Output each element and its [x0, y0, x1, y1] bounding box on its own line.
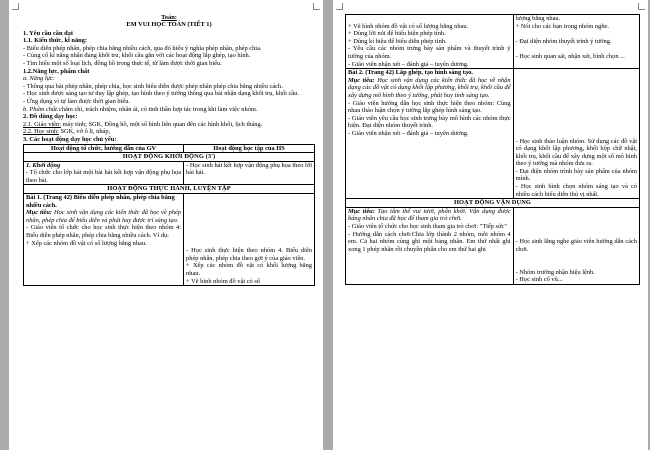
cell-text: + Vẽ hình nhóm đồ vật có số	[186, 277, 261, 285]
cell-text: - Học sinh thảo luận nhóm. Sử dụng các đồ vật có dạng khối lập phương, khối hộp chữ nhật, khối trụ, khối cầu để xây dựng một số mô hình theo ý tưởng mà nhóm đưa ra.	[515, 137, 637, 168]
subject-heading: Toán:	[161, 14, 177, 21]
inline-text: Học sinh vận dụng các kiến thức đã học về phép nhân, phép chia để biểu diễn và phát huy được trí sáng tạo.	[26, 209, 182, 224]
table-cell-hs	[184, 194, 315, 286]
cell-text: - Giáo viên tổ chức cho học sinh tham gia trò chơi: "Tiếp sức"	[348, 223, 507, 231]
table-header-row	[24, 144, 315, 153]
paragraph	[23, 106, 315, 114]
subsection-label: a. Năng lực:	[23, 75, 56, 83]
crop-mark	[313, 3, 320, 10]
activity-title: 1. Khởi động	[26, 161, 61, 169]
cell-text: - Đại diện nhóm thuyết trình ý tưởng.	[515, 37, 612, 45]
table-cell-gv	[24, 194, 184, 286]
table-row	[24, 194, 315, 286]
table-row	[346, 207, 640, 284]
inline-label: Mục tiêu:	[348, 76, 375, 84]
inline-label: Mục tiêu:	[26, 209, 53, 217]
document-page-2	[333, 0, 648, 450]
cell-text: - Học sinh hát kết hợp vận động phụ họa theo lời bài hát.	[186, 161, 312, 177]
section-heading: 1. Yêu cầu cần đạt	[23, 29, 74, 37]
subsection-heading: 1.1. Kiến thức, kĩ năng:	[23, 37, 88, 45]
cell-text	[26, 209, 181, 224]
table-section-row	[24, 185, 315, 194]
paragraph: - Củng cố kĩ năng nhân đang khối tru, khối cầu gắn với các hoạt động lắp ghép, tạo hình.	[23, 52, 251, 60]
paragraph	[23, 121, 315, 129]
activity-title: Bài 1. (Trang 42) Biểu diễn phép nhân, phép chia bằng nhiều cách.	[26, 194, 175, 209]
paragraph: - Tìm hiểu một số loại lịch, đồng hồ trong thực tế, từ làm được thời gian biểu.	[23, 59, 222, 67]
cell-text: - Học sinh lắng nghe giáo viên hướng dẫn cách chơi.	[515, 238, 637, 253]
table-cell-gv	[24, 161, 184, 185]
cell-text: + Dùng kí hiệu để biểu diễn phép tính.	[348, 37, 447, 45]
section-row-label: HOẠT ĐỘNG KHỞI ĐỘNG (3')	[24, 153, 315, 162]
cell-text: - Giáo viên tổ chức cho học sinh thực hiện theo nhóm 4: Biểu diễn phép nhân, phép chia bằng nhiều cách. Ví dụ:	[26, 224, 182, 240]
cell-text: - Học sinh cổ vũ...	[515, 276, 563, 284]
inline-label: b. Phẩm chất:	[23, 105, 60, 113]
cell-text: - Tổ chức cho lớp hát một bài hát kết hợp vận động phụ họa theo bài.	[26, 169, 182, 184]
cell-text: - Học sinh quan sát, nhận xét, bình chọn ...	[515, 52, 625, 60]
paragraph: - Ứng dụng vì tự làm được thời gian biểu.	[23, 97, 131, 105]
section-row-label: HOẠT ĐỘNG THỰC HÀNH, LUYỆN TẬP	[24, 185, 315, 194]
cell-text	[348, 208, 511, 223]
cell-text: - Đại diện nhóm trình bày sản phẩm của nhóm mình.	[515, 167, 637, 183]
table-section-row	[24, 153, 315, 162]
column-header: Hoạt động học tập của HS	[184, 144, 315, 153]
document-page-1	[9, 0, 323, 450]
cell-text: - Học sinh bình chọn nhóm sáng tạo và có nhiều cách biểu diễn thú vị nhất.	[515, 183, 637, 198]
crop-mark	[638, 3, 645, 10]
inline-label: 2.1. Giáo viên:	[23, 120, 61, 128]
cell-text: + Xếp các nhóm đồ vật có số lượng bằng nhau.	[26, 239, 147, 247]
cell-text: - Yêu cầu các nhóm trưng bày sản phẩm và thuyết trình ý tưởng của nhóm.	[348, 45, 511, 60]
paragraph: - Thông qua bài phép nhân, phép chia, học sinh biểu diễn được phép nhân phép chia bằng nhiều cách.	[23, 82, 283, 90]
paragraph: - Học sinh được sáng tạo tư duy lập ghép, tạo hình theo ý tưởng thông qua bài nhận dạng khối trụ, khối cầu.	[23, 90, 299, 98]
cell-text: + Vẽ hình nhóm đồ vật có số lượng bằng nhau.	[348, 22, 469, 30]
table-cell-gv	[346, 15, 514, 69]
table-cell-hs	[513, 15, 639, 69]
inline-text: SGK, vở ô li, nháp,	[58, 128, 111, 136]
table-row	[346, 15, 640, 69]
page-separator	[323, 0, 333, 450]
table-section-row	[346, 199, 640, 208]
lesson-activity-table	[23, 144, 315, 287]
inline-text: Tạo tâm thế vui tươi, phấn khởi. Vận dụng được bảng nhân chia đã học để tham gia trò chơi.	[348, 207, 511, 223]
lesson-activity-table-continued	[345, 14, 640, 285]
inline-label: Mục tiêu:	[348, 207, 375, 215]
cell-text: + Xếp các nhóm đồ vật có khối lượng bằng nhau.	[186, 262, 312, 277]
cell-text: - Giáo viên nhận xét – đánh giá – tuyên dương.	[348, 60, 469, 68]
cell-text: - Hướng dẫn cách chơi:Chia lớp thành 2 nhóm, mỗi nhóm 4 em. Cả hai nhóm cùng ghi một bảng nhân. Em thứ nhất ghi xong 1 phép nhân rồi chuyền phấn cho em thứ hai ghi	[348, 230, 511, 253]
table-row	[346, 69, 640, 199]
paragraph: - Biểu diễn phép nhân, phép chia bằng nhiều cách, qua đó hiểu ý nghĩa phép nhân, phép chia.	[23, 44, 262, 52]
inline-label: 2.2. Học sinh:	[23, 128, 59, 136]
table-cell-hs	[184, 161, 315, 185]
column-header: Hoạt động tổ chức, hướng dẫn của GV	[24, 144, 184, 153]
section-heading: 3. Các hoạt động dạy học chủ yếu:	[23, 135, 117, 143]
table-cell-hs	[513, 207, 639, 284]
subsection-heading: 1.2.Năng lực, phẩm chất	[23, 67, 90, 75]
crop-mark	[336, 3, 343, 10]
cell-text: - Giáo viên yêu cầu học sinh trưng bày mô hình các nhóm thực hiện. Đại diện nhóm thuyết trình.	[348, 114, 511, 130]
cell-text: + Nói cho các bạn trong nhóm nghe.	[515, 22, 609, 30]
section-heading: 2. Đồ dùng dạy học:	[23, 113, 78, 121]
table-cell-hs	[513, 69, 639, 199]
cell-text: - Học sinh thực hiện theo nhóm 4. Biểu diễn phép nhân, phép chia theo gợi ý của giáo viên.	[186, 247, 312, 262]
cell-text: - Giáo viên hướng dẫn học sinh thực hiện theo nhóm: Cùng nhau thảo luận chọn ý tưởng lắp ghép hình sáng tạo.	[348, 99, 511, 115]
inline-text: máy tính; SGK, Đồng hồ, một số hình liên quan đến các hình khối, lịch tháng.	[60, 120, 263, 128]
lesson-title: EM VUI HỌC TOÁN (TIẾT 1)	[126, 21, 212, 28]
paragraph	[23, 128, 315, 136]
page-1-content	[23, 14, 315, 286]
cell-text: - Giáo viên nhận xét – đánh giá – tuyên dương.	[348, 129, 469, 137]
table-cell-gv	[346, 207, 514, 284]
section-row-label: HOẠT ĐỘNG VẬN DỤNG	[346, 199, 640, 208]
table-row	[24, 161, 315, 185]
table-cell-gv	[346, 69, 514, 199]
crop-mark	[12, 3, 19, 10]
activity-title: Bài 2. (Trang 42) Lắp ghép, tạo hình sáng tạo.	[348, 69, 473, 77]
cell-text	[348, 77, 511, 100]
cell-text: lượng bằng nhau.	[515, 15, 561, 22]
cell-text: - Nhóm trưởng nhận hiệu lệnh.	[515, 268, 595, 276]
inline-text: Học sinh vận dụng các kiến thức đã học về nhận dạng các đồ vật có dạng khối lập phương, khối trụ, khối cầu để xây dựng mô hình theo ý tưởng, phát huy tính sáng tạo.	[348, 76, 511, 99]
cell-text: + Dùng lời nói để biểu hiện phép tính.	[348, 30, 446, 38]
inline-text: chăm chỉ, trách nhiệm, nhân ái, có tinh thần hợp tác trong khi làm việc nhóm.	[59, 105, 258, 113]
page-2-content	[345, 14, 640, 285]
